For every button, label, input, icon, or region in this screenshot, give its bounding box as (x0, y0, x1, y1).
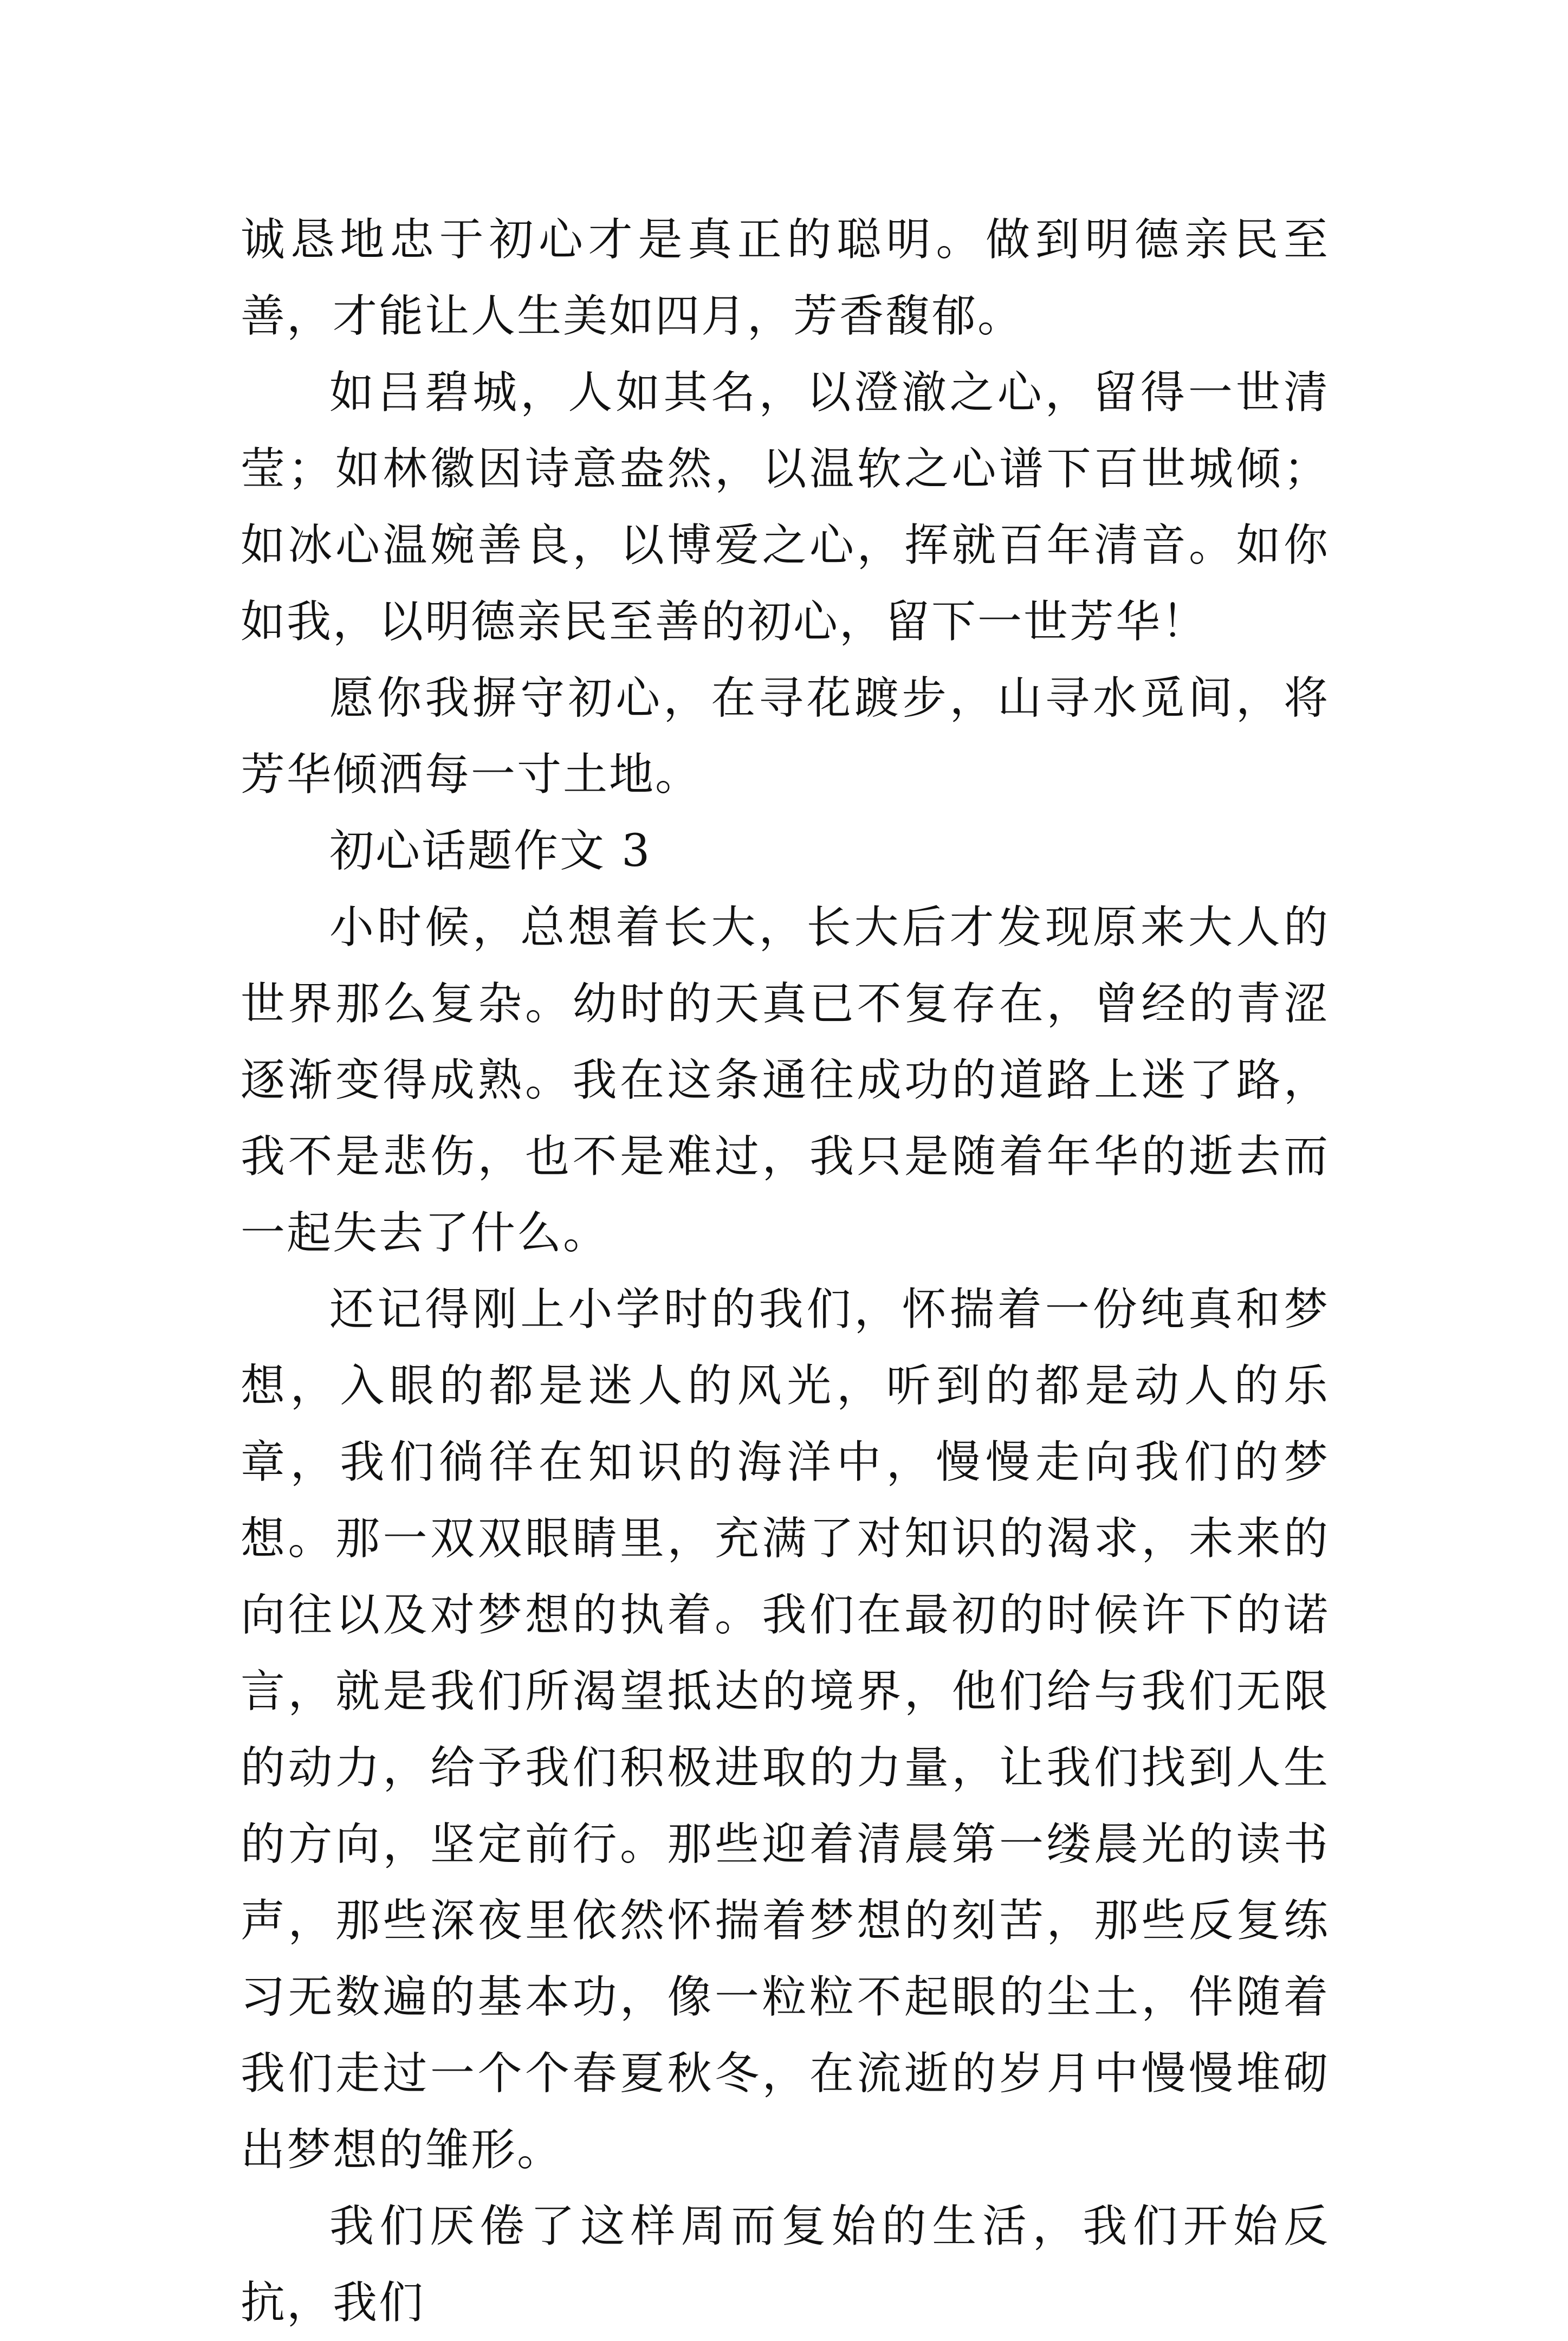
paragraph-5: 还记得刚上小学时的我们，怀揣着一份纯真和梦想，入眼的都是迷人的风光，听到的都是动人的乐章，我们徜徉在知识的海洋中，慢慢走向我们的梦想。那一双双眼睛里，充满了对知识的渴求，未来的向往以及对梦想的执着。我们在最初的时候许下的诺言，就是我们所渴望抵达的境界，他们给与我们无限的动力，给予我们积极进取的力量，让我们找到人生的方向，坚定前行。那些迎着清晨第一缕晨光的读书声，那些深夜里依然怀揣着梦想的刻苦，那些反复练习无数遍的基本功，像一粒粒不起眼的尘土，伴随着我们走过一个个春夏秋冬，在流逝的岁月中慢慢堆砌出梦想的雏形。 (241, 1284, 1330, 2176)
paragraph-3: 愿你我摒守初心，在寻花踱步，山寻水觅间，将芳华倾洒每一寸土地。 (241, 672, 1330, 800)
paragraph-1: 诚恳地忠于初心才是真正的聪明。做到明德亲民至善，才能让人生美如四月，芳香馥郁。 (241, 214, 1330, 342)
document-body (241, 202, 1330, 2341)
paragraph-2: 如吕碧城，人如其名，以澄澈之心，留得一世清莹；如林徽因诗意盎然，以温软之心谱下百世城倾；如冰心温婉善良，以博爱之心，挥就百年清音。如你如我，以明德亲民至善的初心，留下一世芳华！ (241, 367, 1330, 648)
section-heading: 初心话题作文 3 (329, 825, 652, 877)
paragraph-6: 我们厌倦了这样周而复始的生活，我们开始反抗，我们 (241, 2201, 1330, 2329)
paragraph-4: 小时候，总想着长大，长大后才发现原来大人的世界那么复杂。幼时的天真已不复存在，曾经的青涩逐渐变得成熟。我在这条通往成功的道路上迷了路，我不是悲伤，也不是难过，我只是随着年华的逝去而一起失去了什么。 (241, 902, 1330, 1259)
